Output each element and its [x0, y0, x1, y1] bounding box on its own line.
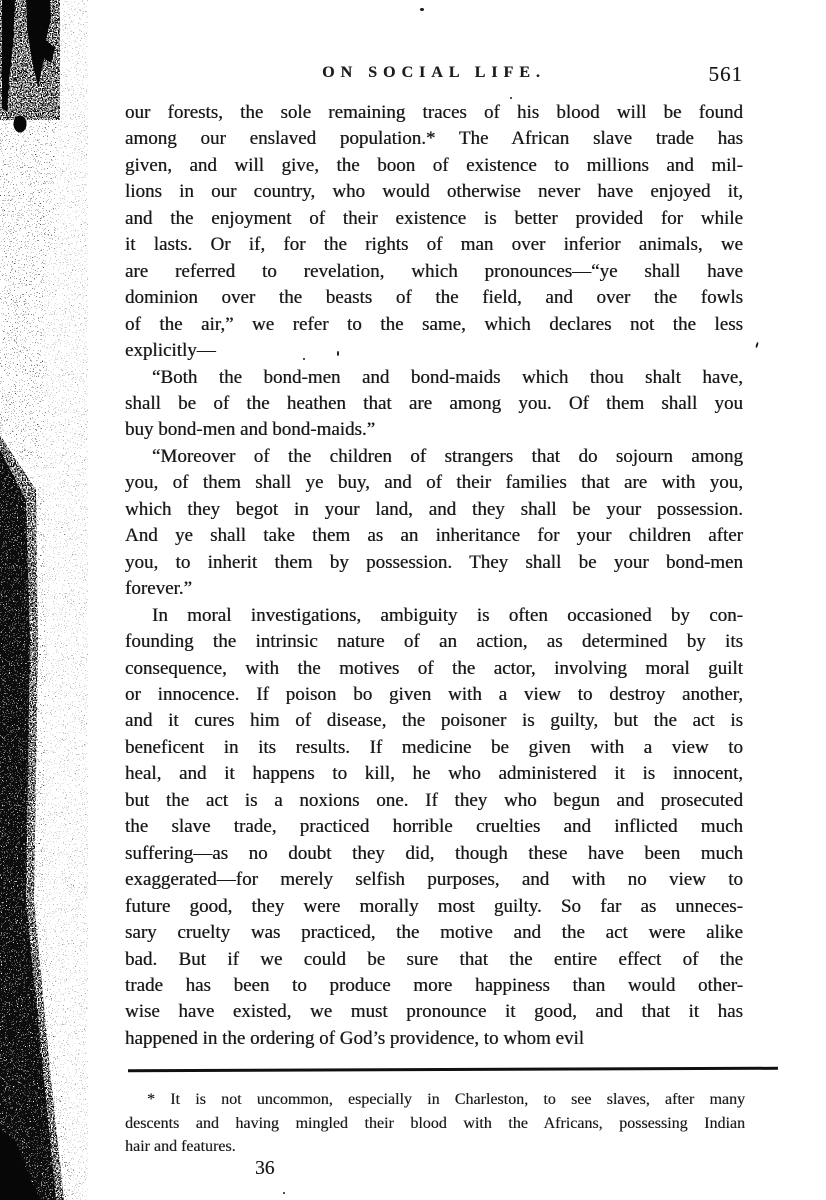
text-line: and it cures him of disease, the poisoner is guilty, but the act is [125, 710, 743, 732]
body-text [125, 100, 743, 1052]
text-line: and the enjoyment of their existence is better provided for while [125, 207, 743, 229]
text-line: explicitly— [125, 340, 216, 362]
footnote-line: hair and features. [125, 1138, 236, 1155]
footnote-rule [128, 1067, 778, 1072]
text-line: among our enslaved population.* The African slave trade has [125, 128, 743, 150]
text-line: wise have existed, we must pronounce it good, and that it has [125, 1001, 743, 1023]
scan-edge-noise [0, 0, 100, 1200]
text-line: sary cruelty was practiced, the motive and the act were alike [125, 922, 743, 944]
text-line: exaggerated—for merely selfish purposes, and with no view to [125, 869, 743, 891]
text-line: or innocence. If poison bo given with a view to destroy another, [125, 683, 743, 705]
text-line: shall be of the heathen that are among you. Of them shall you [125, 392, 743, 414]
text-line: future good, they were morally most guilty. So far as unneces- [125, 895, 743, 917]
text-line: founding the intrinsic nature of an action, as determined by its [125, 631, 743, 653]
footnote-line: * It is not uncommon, especially in Charleston, to see slaves, after many [147, 1091, 745, 1108]
text-line: bad. But if we could be sure that the entire effect of the [125, 948, 743, 970]
text-line: lions in our country, who would otherwise never have enjoyed it, [125, 181, 743, 203]
text-line: heal, and it happens to kill, he who administered it is innocent, [125, 763, 743, 785]
running-header [125, 64, 743, 92]
page-number: 561 [708, 62, 743, 86]
page-title: ON SOCIAL LIFE. [322, 64, 546, 81]
footnote-line: descents and having mingled their blood with the Africans, possessing Indian [125, 1114, 745, 1132]
text-line: you, to inherit them by possession. They shall be your bond-men [125, 551, 743, 573]
text-line: you, of them shall ye buy, and of their families that are with you, [125, 472, 743, 494]
ink-speck [283, 1192, 285, 1194]
text-line: “Both the bond-men and bond-maids which thou shalt have, [152, 366, 743, 388]
text-line: buy bond-men and bond-maids.” [125, 419, 376, 441]
text-line: dominion over the beasts of the field, and over the fowls [125, 287, 743, 309]
signature-number: 36 [255, 1158, 275, 1179]
text-line: consequence, with the motives of the actor, involving moral guilt [125, 657, 743, 679]
text-line: our forests, the sole remaining traces of his blood will be found [125, 102, 743, 123]
ink-speck [755, 342, 759, 348]
text-line: it lasts. Or if, for the rights of man over inferior animals, we [125, 234, 743, 256]
text-line: are referred to revelation, which pronounces—“ye shall have [125, 260, 743, 282]
text-line: of the air,” we refer to the same, which declares not the less [125, 313, 743, 335]
text-line: happened in the ordering of God’s providence, to whom evil [125, 1027, 585, 1049]
text-line: suffering—as no doubt they did, though these have been much [125, 842, 743, 864]
text-line: In moral investigations, ambiguity is often occasioned by con- [152, 604, 743, 626]
text-line: given, and will give, the boon of existence to millions and mil- [125, 154, 743, 176]
text-line: forever.” [125, 578, 192, 600]
ink-speck [420, 8, 424, 11]
text-line: “Moreover of the children of strangers that do sojourn among [152, 445, 743, 467]
text-line: the slave trade, practiced horrible cruelties and inflicted much [125, 816, 743, 838]
text-line: but the act is a noxions one. If they who begun and prosecuted [125, 789, 743, 811]
text-line: beneficent in its results. If medicine be given with a view to [125, 736, 743, 758]
footnote [125, 1088, 745, 1159]
text-line: which they begot in your land, and they shall be your possession. [125, 498, 743, 520]
ink-speck [510, 97, 512, 99]
text-line: trade has been to produce more happiness than would other- [125, 974, 743, 996]
text-line: And ye shall take them as an inheritance for your children after [125, 525, 743, 547]
